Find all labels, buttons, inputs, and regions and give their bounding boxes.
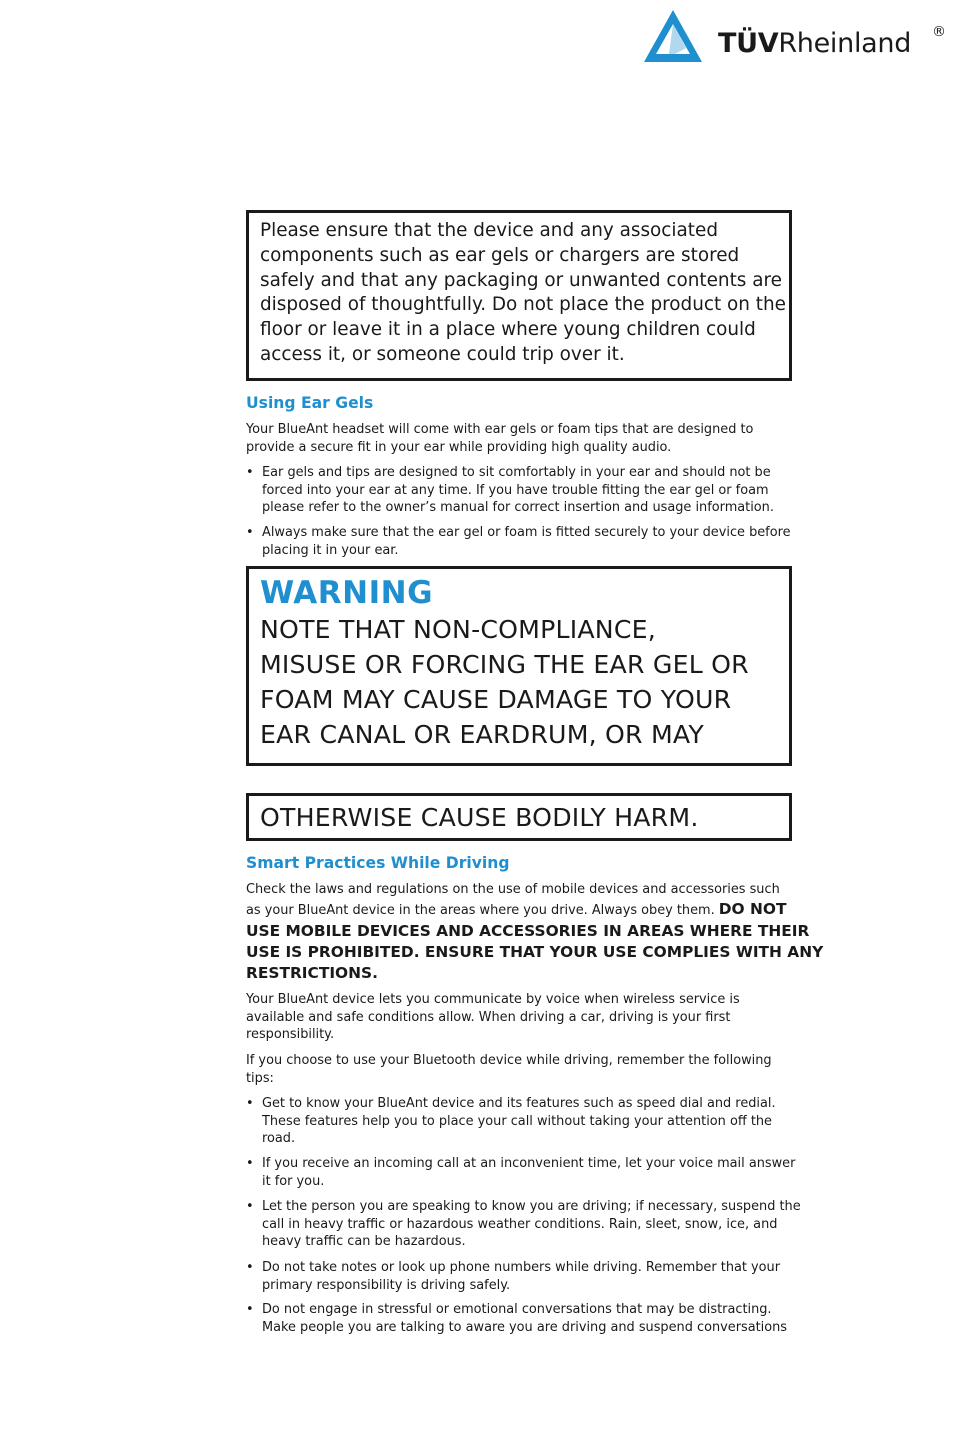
- warning-continuation-box: [246, 793, 792, 841]
- bullet-icon: •: [246, 1096, 254, 1111]
- bold-warning-line: USE MOBILE DEVICES AND ACCESSORIES IN AREAS WHERE THEIR: [246, 921, 810, 940]
- text-line: please refer to the owner’s manual for correct insertion and usage information.: [262, 500, 774, 516]
- text-line: road.: [262, 1131, 296, 1147]
- notice-line: floor or leave it in a place where young children could: [260, 319, 756, 341]
- registered-mark: ®: [932, 24, 946, 40]
- text-line: heavy traffic can be hazardous.: [262, 1234, 466, 1250]
- bullet-icon: •: [246, 1302, 254, 1317]
- ear-gels-intro: [246, 421, 806, 456]
- text-line: Get to know your BlueAnt device and its features such as speed dial and redial.: [262, 1096, 776, 1111]
- text-line: Always make sure that the ear gel or foam is fitted securely to your device before: [262, 525, 791, 540]
- text-line: If you receive an incoming call at an inconvenient time, let your voice mail answer: [262, 1156, 796, 1171]
- bullet-icon: •: [246, 465, 254, 480]
- tuv-triangle-logo-icon: [642, 8, 704, 64]
- ear-gels-heading: Using Ear Gels: [246, 394, 374, 412]
- text-line: responsibility.: [246, 1027, 335, 1043]
- safety-notice-box: [246, 210, 792, 381]
- text-line: Your BlueAnt headset will come with ear gels or foam tips that are designed to: [246, 422, 754, 437]
- warning-line: NOTE THAT NON-COMPLIANCE,: [260, 615, 656, 644]
- text-line: tips:: [246, 1070, 274, 1086]
- warning-line: FOAM MAY CAUSE DAMAGE TO YOUR: [260, 685, 732, 714]
- bullet-icon: •: [246, 525, 254, 540]
- text-line: Check the laws and regulations on the use of mobile devices and accessories such: [246, 882, 780, 897]
- bold-warning-line: USE IS PROHIBITED. ENSURE THAT YOUR USE COMPLIES WITH ANY: [246, 942, 824, 961]
- bullet-icon: •: [246, 1156, 254, 1171]
- text-line: placing it in your ear.: [262, 542, 399, 558]
- notice-line: access it, or someone could trip over it.: [260, 343, 625, 365]
- text-line: call in heavy traffic or hazardous weather conditions. Rain, sleet, snow, ice, and: [262, 1216, 778, 1232]
- logo-wordmark: TÜVRheinland: [718, 28, 912, 59]
- notice-line: components such as ear gels or chargers are stored: [260, 244, 740, 266]
- text-line: Do not take notes or look up phone numbers while driving. Remember that your: [262, 1260, 781, 1275]
- warning-line: MISUSE OR FORCING THE EAR GEL OR: [260, 650, 749, 679]
- text-line: Your BlueAnt device lets you communicate by voice when wireless service is: [246, 992, 740, 1007]
- text-line: available and safe conditions allow. When driving a car, driving is your first: [246, 1009, 731, 1025]
- text-line: provide a secure fit in your ear while providing high quality audio.: [246, 439, 672, 455]
- text-line: Do not engage in stressful or emotional conversations that may be distracting.: [262, 1302, 772, 1317]
- notice-line: Please ensure that the device and any associated: [260, 220, 718, 241]
- bullet-icon: •: [246, 1260, 254, 1275]
- text-line: primary responsibility is driving safely.: [262, 1277, 511, 1293]
- text-span: as your BlueAnt device in the areas where you drive. Always obey them.: [246, 902, 715, 918]
- text-line: Ear gels and tips are designed to sit comfortably in your ear and should not be: [262, 465, 771, 480]
- tuv-rheinland-logo: [642, 8, 952, 66]
- bold-warning-line: RESTRICTIONS.: [246, 963, 378, 982]
- warning-box: [246, 566, 792, 766]
- notice-line: disposed of thoughtfully. Do not place the product on the: [260, 294, 786, 316]
- text-line: Let the person you are speaking to know you are driving; if necessary, suspend the: [262, 1199, 801, 1214]
- driving-heading: Smart Practices While Driving: [246, 854, 510, 872]
- text-line: These features help you to place your call without taking your attention off the: [262, 1113, 772, 1129]
- warning-title: WARNING: [260, 575, 434, 611]
- warning-continuation: OTHERWISE CAUSE BODILY HARM.: [260, 803, 699, 832]
- bold-warning-start: DO NOT: [718, 899, 787, 918]
- text-line: If you choose to use your Bluetooth device while driving, remember the following: [246, 1053, 772, 1068]
- driving-para-3: [246, 1052, 806, 1087]
- notice-line: safely and that any packaging or unwanted contents are: [260, 269, 782, 291]
- warning-line: EAR CANAL OR EARDRUM, OR MAY: [260, 720, 704, 749]
- text-line: Make people you are talking to aware you are driving and suspend conversations: [262, 1319, 788, 1335]
- driving-para-1: [246, 881, 824, 984]
- driving-para-2: [246, 991, 806, 1044]
- text-line: it for you.: [262, 1173, 325, 1189]
- text-line: forced into your ear at any time. If you have trouble fitting the ear gel or foam: [262, 482, 769, 498]
- text-line: [246, 899, 806, 921]
- bullet-icon: •: [246, 1199, 254, 1214]
